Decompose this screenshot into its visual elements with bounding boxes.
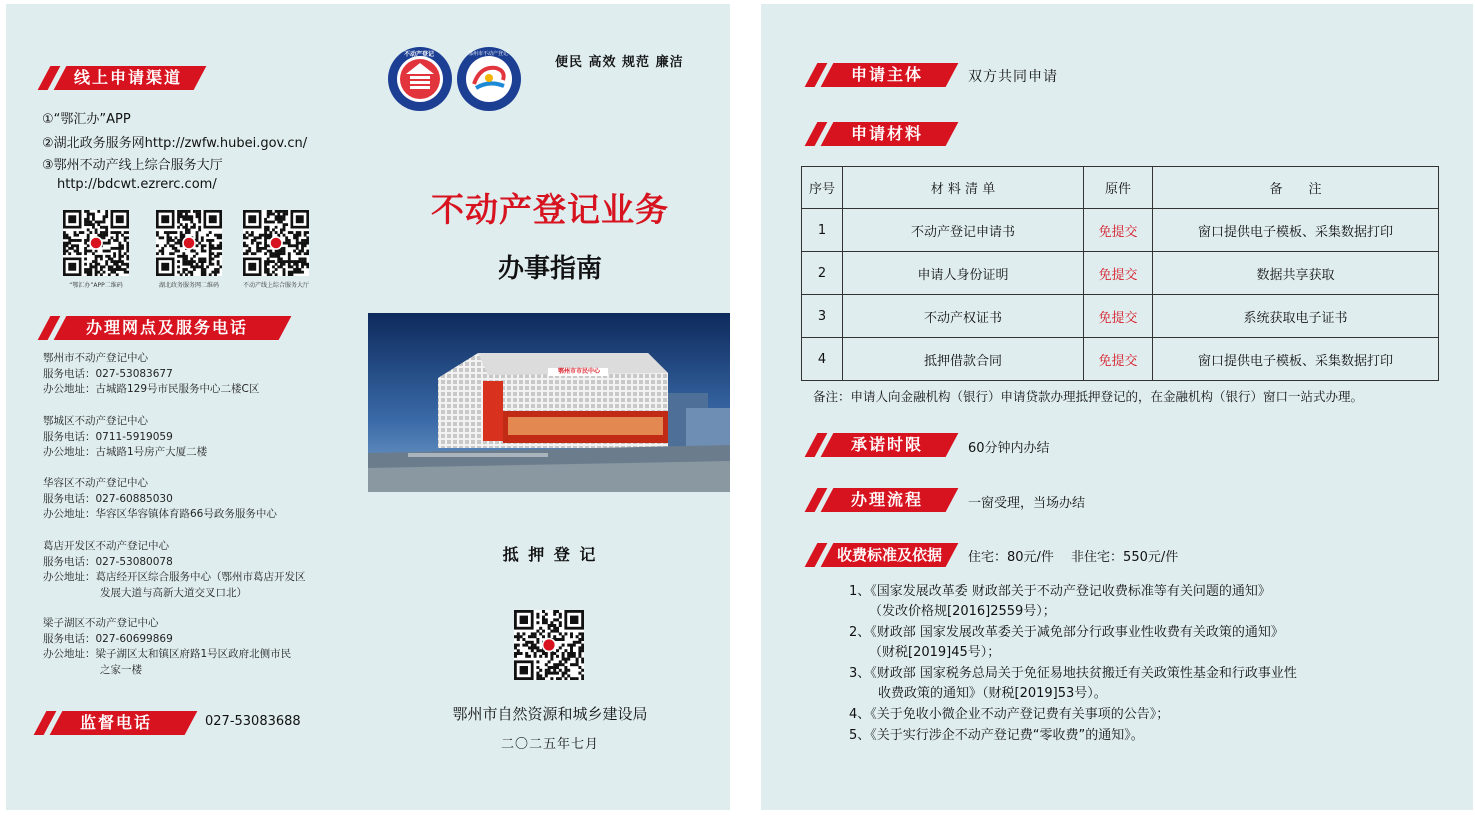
process-title: 办理流程 [851, 490, 924, 509]
office-3 [43, 476, 277, 523]
offices-banner [40, 316, 290, 340]
promise-value: 60分钟内办结 [968, 441, 1050, 456]
promise-title: 承诺时限 [851, 435, 924, 454]
logo2-text: 鄂州市不动产登记 [468, 51, 509, 57]
cell-index: 2 [802, 252, 843, 295]
office-address: 办公地址：古城路1号房产大厦二楼 [43, 446, 208, 458]
table-row [802, 338, 1439, 381]
office-address: 办公地址：华容区华容镇体育路66号政务服务中心 [43, 508, 277, 520]
process-value: 一窗受理，当场办结 [968, 496, 1086, 511]
office-address: 办公地址：古城路129号市民服务中心二楼C区 [43, 383, 260, 395]
cell-original: 免提交 [1084, 209, 1153, 252]
promise-banner [807, 433, 957, 457]
slogan: 便民 高效 规范 廉洁 [555, 55, 684, 70]
materials-table [801, 166, 1439, 381]
qr-code-online-hall [243, 210, 309, 276]
left-panel [6, 4, 730, 810]
qr-caption-ehuiban: “鄂汇办”APP二维码 [69, 282, 123, 289]
cell-remark: 窗口提供电子模板、采集数据打印 [1153, 209, 1439, 252]
supervision-title: 监督电话 [80, 713, 153, 732]
cell-material: 不动产登记申请书 [843, 209, 1084, 252]
channel-hubei-portal: ②湖北政务服务网http://zwfw.hubei.gov.cn/ [42, 136, 308, 151]
office-phone: 服务电话：027-53083677 [43, 367, 173, 380]
offices-title: 办理网点及服务电话 [86, 318, 249, 337]
materials-title: 申请材料 [851, 124, 924, 143]
qr-code-ehuiban [63, 210, 129, 276]
fees-value: 住宅：80元/件 非住宅：550元/件 [968, 550, 1179, 565]
fee-basis-2-cont: （财税[2019]45号）； [869, 645, 1001, 660]
cell-material: 不动产权证书 [843, 295, 1084, 338]
office-address-cont: 发展大道与高新大道交叉口北） [100, 586, 247, 599]
office-name: 鄂州市不动产登记中心 [43, 352, 148, 364]
supervision-phone: 027-53083688 [205, 714, 301, 729]
office-name: 葛店开发区不动产登记中心 [43, 540, 169, 552]
header-remark: 备 注 [1153, 167, 1439, 209]
office-phone: 服务电话：0711-5919059 [43, 430, 173, 443]
process-banner [807, 488, 957, 512]
materials-note: 备注：申请人向金融机构（银行）申请贷款办理抵押登记的，在金融机构（银行）窗口一站式办理。 [813, 389, 1364, 404]
table-row [802, 295, 1439, 338]
qr-caption-online-hall: 不动产线上综合服务大厅 [242, 282, 309, 289]
header-index: 序号 [802, 167, 843, 209]
office-phone: 服务电话：027-60699869 [43, 632, 173, 645]
office-address-cont: 之家一楼 [100, 663, 142, 676]
fee-basis-1: 1、《国家发展改革委 财政部关于不动产登记收费标准等有关问题的通知》 [849, 584, 1271, 599]
table-row [802, 252, 1439, 295]
fee-basis-4: 4、《关于免收小微企业不动产登记费有关事项的公告》； [849, 707, 1170, 722]
cell-remark: 窗口提供电子模板、采集数据打印 [1153, 338, 1439, 381]
cell-index: 1 [802, 209, 843, 252]
applicant-title: 申请主体 [851, 65, 924, 84]
cell-material: 申请人身份证明 [843, 252, 1084, 295]
fee-basis-5: 5、《关于实行涉企不动产登记费“零收费”的通知》。 [849, 728, 1144, 743]
logo1-text: 不动产登记 [404, 51, 435, 58]
header-material: 材 料 清 单 [843, 167, 1084, 209]
cell-original: 免提交 [1084, 295, 1153, 338]
applicant-banner [807, 63, 957, 87]
qr-caption-hubei-portal: 湖北政务服务网二维码 [158, 282, 219, 289]
fee-basis-3: 3、《财政部 国家税务总局关于免征易地扶贫搬迁有关政策性基金和行政事业性 [849, 666, 1297, 681]
header-original: 原件 [1084, 167, 1153, 209]
cell-original: 免提交 [1084, 252, 1153, 295]
office-address: 办公地址：梁子湖区太和镇区府路1号区政府北侧市民 [43, 648, 292, 660]
fees-title: 收费标准及依据 [837, 546, 943, 564]
materials-banner [807, 122, 957, 146]
building-sign: 鄂州市市民中心 [558, 368, 601, 375]
office-5 [43, 616, 291, 678]
building-illustration [368, 313, 730, 492]
applicant-value: 双方共同申请 [968, 69, 1058, 85]
supervision-banner [36, 711, 196, 735]
channel-app: ①“鄂汇办”APP [42, 112, 131, 127]
office-name: 鄂城区不动产登记中心 [43, 415, 148, 427]
table-row [802, 209, 1439, 252]
cell-original: 免提交 [1084, 338, 1153, 381]
cover-subtitle: 办事指南 [497, 254, 602, 284]
cell-remark: 系统获取电子证书 [1153, 295, 1439, 338]
cell-material: 抵押借款合同 [843, 338, 1084, 381]
office-phone: 服务电话：027-60885030 [43, 492, 173, 505]
channel-online-hall: ③鄂州不动产线上综合服务大厅 [42, 158, 223, 173]
cover-title: 不动产登记业务 [431, 190, 669, 229]
office-name: 梁子湖区不动产登记中心 [43, 617, 159, 629]
issue-date: 二〇二五年七月 [500, 737, 599, 752]
online-channel-list [42, 108, 307, 194]
fees-banner [807, 543, 957, 567]
fee-basis-3-cont: 收费政策的通知》（财税[2019]53号）。 [878, 686, 1107, 701]
office-2 [43, 414, 207, 461]
cell-remark: 数据共享获取 [1153, 252, 1439, 295]
right-panel [761, 4, 1473, 810]
office-1 [43, 351, 259, 398]
office-phone: 服务电话：027-53080078 [43, 555, 173, 568]
business-type: 抵 押 登 记 [502, 545, 598, 564]
cell-index: 3 [802, 295, 843, 338]
bureau-name: 鄂州市自然资源和城乡建设局 [452, 705, 648, 723]
channel-online-hall-url: http://bdcwt.ezrerc.com/ [57, 177, 217, 192]
office-4 [43, 539, 306, 601]
fee-basis-1-cont: （发改价格规[2016]2559号）； [869, 604, 1056, 619]
online-channels-banner [40, 66, 205, 90]
fee-basis-2: 2、《财政部 国家发展改革委关于减免部分行政事业性收费有关政策的通知》 [849, 625, 1284, 640]
qr-code-cover [514, 610, 584, 680]
cell-index: 4 [802, 338, 843, 381]
table-header-row [802, 167, 1439, 209]
office-name: 华容区不动产登记中心 [43, 477, 148, 489]
office-address: 办公地址：葛店经开区综合服务中心（鄂州市葛店开发区 [43, 571, 306, 583]
online-channels-title: 线上申请渠道 [74, 68, 183, 87]
qr-code-hubei-portal [156, 210, 222, 276]
